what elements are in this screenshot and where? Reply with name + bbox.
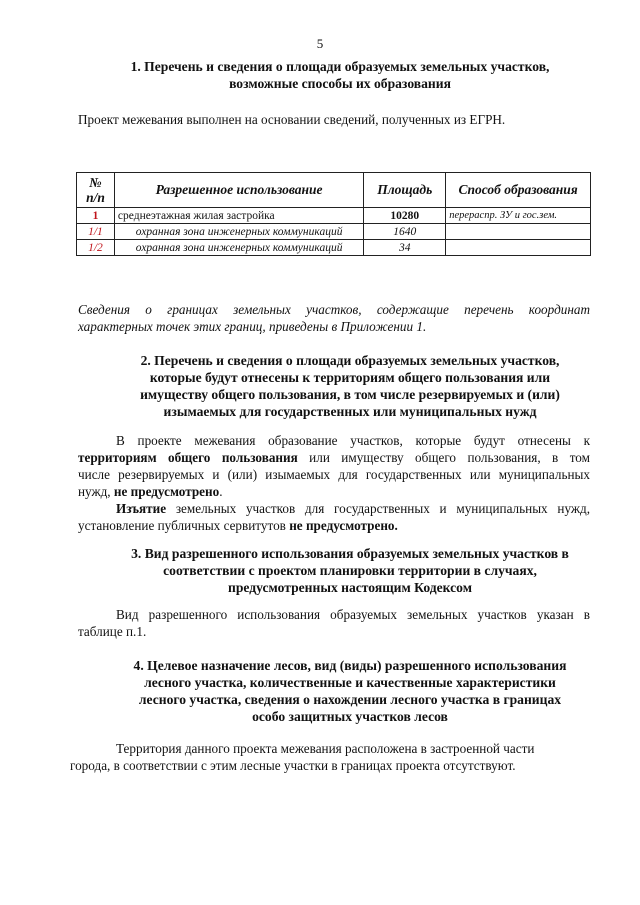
header-num-line: п/п	[86, 190, 105, 205]
row-num: 1/2	[77, 240, 115, 256]
section-2-heading-line: которые будут отнесены к территориям общего пользования или	[149, 370, 551, 385]
section-3-heading	[100, 545, 600, 596]
section-4-heading-line: лесного участка, сведения о нахождении лесного участка в границах	[138, 692, 562, 707]
appendix-note-line-2: характерных точек этих границ, приведены в Приложении 1.	[78, 319, 427, 334]
text-run: земельных участков для государственных и муниципальных нужд,	[166, 501, 590, 516]
text-run: нужд,	[78, 484, 114, 499]
row-area: 1640	[364, 224, 446, 240]
table-row	[77, 208, 591, 224]
section-3-paragraph	[78, 606, 590, 640]
section-2-heading	[100, 352, 600, 420]
section-2-paragraph-1	[78, 432, 590, 500]
table-header-row	[77, 173, 591, 208]
section-4-heading-line: 4. Целевое назначение лесов, вид (виды) разрешенного использования	[133, 658, 567, 673]
section-2-paragraph-2	[78, 500, 590, 534]
paragraph-line: Вид разрешенного использования образуемых земельных участков указан в	[116, 607, 590, 622]
row-area: 34	[364, 240, 446, 256]
appendix-note-line-1: Сведения о границах земельных участков, содержащие перечень координат	[78, 302, 590, 317]
bold-phrase: не предусмотрено	[113, 484, 220, 499]
section-2-heading-line: изымаемых для государственных или муниципальных нужд	[163, 404, 537, 419]
row-method	[446, 224, 591, 240]
section-4-heading-line: лесного участка, количественные и качественные характеристики	[144, 675, 556, 690]
header-num	[77, 173, 115, 208]
section-1-heading	[80, 58, 600, 92]
row-use: среднеэтажная жилая застройка	[114, 208, 363, 224]
paragraph-line	[78, 483, 590, 500]
bold-phrase: Изъятие	[116, 501, 167, 516]
header-area: Площадь	[364, 173, 446, 208]
text-run: или имуществу общего пользования, в том	[297, 450, 590, 465]
section-3-heading-line: предусмотренных настоящим Кодексом	[228, 580, 472, 595]
section-3-heading-line: 3. Вид разрешенного использования образуемых земельных участков в	[131, 546, 569, 561]
paragraph-line	[78, 517, 590, 534]
section-2-heading-line: 2. Перечень и сведения о площади образуемых земельных участков,	[140, 353, 560, 368]
row-use: охранная зона инженерных коммуникаций	[114, 224, 363, 240]
row-num: 1/1	[77, 224, 115, 240]
section-1-intro: Проект межевания выполнен на основании сведений, полученных из ЕГРН.	[78, 112, 506, 127]
section-3-heading-line: соответствии с проектом планировки территории в случаях,	[163, 563, 537, 578]
table-row	[77, 240, 591, 256]
paragraph-line	[78, 500, 590, 517]
table-row	[77, 224, 591, 240]
paragraph-line: В проекте межевания образование участков, которые будут отнесены к	[116, 433, 590, 448]
row-num: 1	[77, 208, 115, 224]
paragraph-line	[78, 449, 590, 466]
text-run: .	[219, 484, 223, 499]
row-area: 10280	[364, 208, 446, 224]
page-number: 5	[316, 36, 324, 51]
paragraph-line: Территория данного проекта межевания расположена в застроенной части	[116, 741, 535, 756]
paragraph-line: числе резервируемых и (или) изымаемых для государственных или муниципальных	[78, 467, 590, 482]
bold-phrase: не предусмотрено.	[289, 518, 398, 533]
section-4-heading-line: особо защитных участков лесов	[252, 709, 448, 724]
row-method	[446, 240, 591, 256]
paragraph-line: таблице п.1.	[78, 624, 147, 639]
section-1-heading-line: возможные способы их образования	[229, 76, 451, 91]
section-2-heading-line: имуществу общего пользования, в том числе резервируемых и (или)	[140, 387, 560, 402]
bold-phrase: территориям общего пользования	[78, 450, 298, 465]
land-plots-table	[76, 172, 591, 256]
header-num-line: №	[89, 175, 102, 190]
header-use: Разрешенное использование	[114, 173, 363, 208]
text-run: установление публичных сервитутов	[78, 518, 290, 533]
section-4-paragraph	[70, 740, 590, 774]
row-method: перераспр. ЗУ и гос.зем.	[446, 208, 591, 224]
paragraph-line: города, в соответствии с этим лесные участки в границах проекта отсутствуют.	[70, 758, 516, 773]
section-1-heading-line: 1. Перечень и сведения о площади образуемых земельных участков,	[130, 59, 550, 74]
row-use: охранная зона инженерных коммуникаций	[114, 240, 363, 256]
header-method: Способ образования	[446, 173, 591, 208]
section-4-heading	[100, 657, 600, 725]
